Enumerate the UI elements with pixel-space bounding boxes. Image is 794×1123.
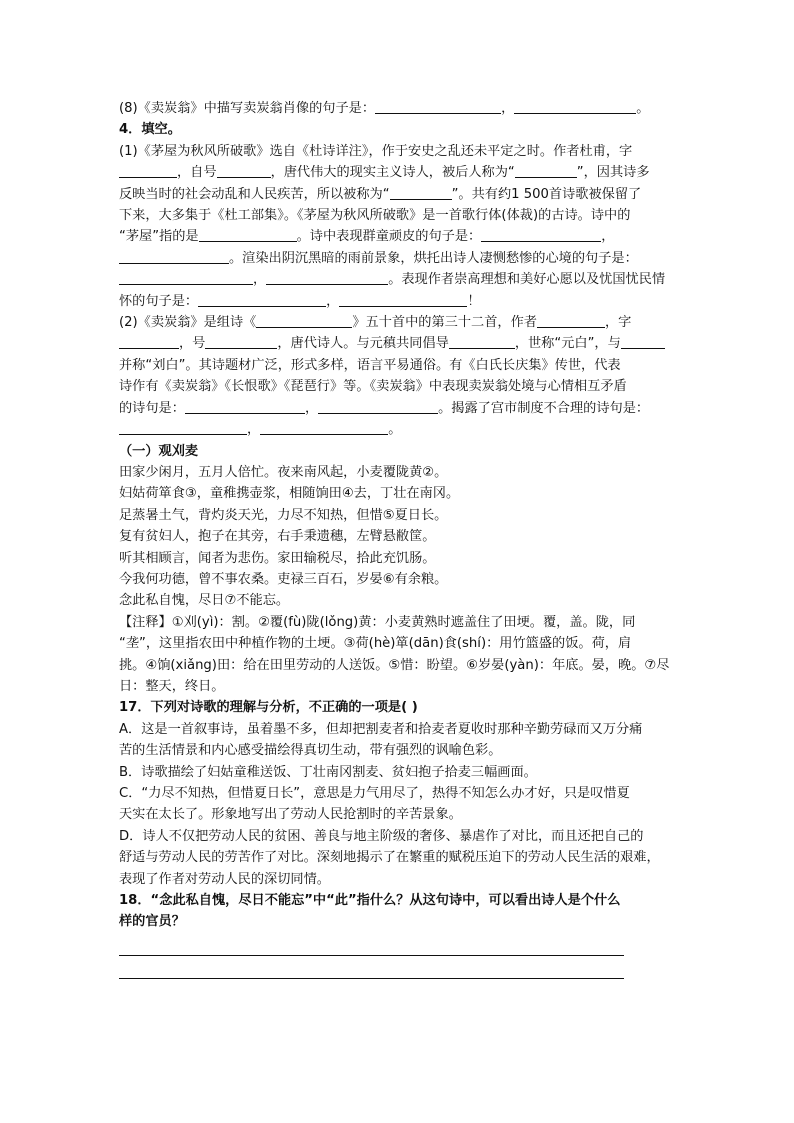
option-line[interactable]: B．诗歌描绘了妇姑童稚送饭、丁壮南冈割麦、贫妇抱子拾麦三幅画面。 — [119, 764, 537, 780]
fill-text: 怀的句子是： — [119, 293, 199, 309]
fill-p2-line-1 — [119, 312, 679, 333]
answer-blank[interactable] — [198, 292, 326, 307]
fill-p1-line-6 — [119, 248, 679, 269]
answer-blank[interactable] — [119, 420, 247, 435]
answer-blank[interactable] — [449, 334, 515, 349]
answer-blank[interactable] — [119, 334, 179, 349]
poem-line: 今我何功德，曾不事农桑。吏禄三百石，岁晏⑥有余粮。 — [119, 571, 448, 587]
fill-text: ， — [253, 272, 267, 288]
fill-text: ，唐代伟大的现实主义诗人，被后人称为“ — [270, 165, 515, 181]
answer-blank[interactable] — [318, 399, 438, 414]
poem-line: 田家少闲月，五月人倍忙。夜来南风起，小麦覆陇黄②。 — [119, 464, 448, 480]
fill-text: 。表现作者崇高理想和美好心愿以及忧国忧民情 — [388, 272, 666, 288]
answer-blank[interactable] — [119, 163, 177, 178]
fill-p1-line-8 — [119, 291, 679, 312]
fill-text: ”，因其诗多 — [576, 165, 650, 181]
answer-blank[interactable] — [390, 185, 452, 200]
answer-blank[interactable] — [260, 420, 388, 435]
answer-blank[interactable] — [266, 270, 388, 285]
question-17-options — [119, 719, 679, 890]
poem-line: 足蒸暑土气，背灼炎天光，力尽不知热，但惜⑤夏日长。 — [119, 507, 448, 523]
fill-text: 。诗中表现群童顽皮的句子是： — [296, 229, 482, 245]
answer-blank[interactable] — [481, 227, 601, 242]
fill-text: ， — [247, 422, 261, 438]
answer-blank[interactable] — [256, 313, 352, 328]
question-17-stem: 17．下列对诗歌的理解与分析，不正确的一项是( ) — [119, 700, 418, 716]
fill-text: ！ — [467, 293, 481, 309]
note-line: 日：整天，终日。 — [119, 678, 225, 694]
note-line: 挑。④饷(xiǎng)田：给在田里劳动的人送饭。⑤惜：盼望。⑥岁晏(yàn)：年底。晏，晚。⑦尽 — [119, 657, 670, 673]
fill-p1-line-2 — [119, 162, 679, 183]
fill-text: ， — [326, 293, 340, 309]
answer-blank[interactable] — [515, 163, 577, 178]
fill-p2-line-6 — [119, 419, 679, 440]
answer-blank[interactable] — [621, 334, 665, 349]
fill-text: ，唐代诗人。与元稹共同倡导 — [277, 336, 449, 352]
poem-line: 念此私自愧，尽日⑦不能忘。 — [119, 593, 290, 609]
answer-blank[interactable] — [185, 399, 305, 414]
option-line: 天实在太长了。形象地写出了劳动人民抢割时的辛苦景象。 — [119, 807, 462, 823]
fill-text: ， — [601, 229, 615, 245]
fill-text: 。渲染出阴沉黑暗的雨前景象，烘托出诗人凄恻愁惨的心境的句子是： — [229, 250, 638, 266]
fill-p1-line-3 — [119, 184, 679, 205]
answer-blank[interactable] — [217, 163, 271, 178]
poem-notes — [119, 612, 679, 698]
answer-blank[interactable] — [514, 99, 636, 114]
poem-line: 妇姑荷箪食③，童稚携壶浆，相随饷田④去，丁壮在南冈。 — [119, 486, 460, 502]
fill-p2-line-3: 并称“刘白”。其诗题材广泛，形式多样，语言平易通俗。有《白氏长庆集》传世，代表 — [119, 357, 621, 373]
question-8-text: (8)《卖炭翁》中描写卖炭翁肖像的句子是： — [119, 101, 376, 116]
fill-text: 。 — [388, 422, 402, 438]
fill-text: 。揭露了宫市制度不合理的诗句是： — [438, 400, 650, 416]
fill-p2-line-4: 诗作有《卖炭翁》《长恨歌》《琵琶行》等。《卖炭翁》中表现卖炭翁处境与心情相互矛盾 — [119, 379, 627, 395]
section-4-heading: 4．填空。 — [119, 122, 181, 138]
fill-text: ，世称“元白”，与 — [514, 336, 621, 352]
option-line[interactable]: C．“力尽不知热，但惜夏日长”，意思是力气用尽了，热得不知怎么办才好，只是叹惜夏 — [119, 786, 630, 801]
answer-blank[interactable] — [199, 227, 297, 242]
question-8-line — [119, 98, 679, 119]
comma: ， — [501, 101, 515, 116]
fill-p1-line-4: 下来，大多集于《杜工部集》。《茅屋为秋风所破歌》是一首歌行体(体裁)的古诗。诗中的 — [119, 208, 631, 224]
fill-p1-line-5 — [119, 226, 679, 247]
poem-body — [119, 462, 679, 612]
fill-text: 反映当时的社会动乱和人民疾苦，所以被称为“ — [119, 186, 390, 202]
option-line: 舒适与劳动人民的劳苦作了对比。深刻地揭示了在繁重的赋税压迫下的劳动人民生活的艰难， — [119, 850, 660, 866]
answer-blank[interactable] — [339, 292, 467, 307]
fill-p1-line-1: (1)《茅屋为秋风所破歌》选自《杜诗详注》，作于安史之乱还未平定之时。作者杜甫，字 — [119, 143, 633, 159]
fill-text: ，自号 — [177, 165, 217, 181]
answer-blank[interactable] — [119, 249, 229, 264]
question-18-stem-2: 样的官员？ — [119, 914, 185, 930]
option-line[interactable]: D．诗人不仅把劳动人民的贫困、善良与地主阶级的奢侈、暴虐作了对比，而且还把自己的 — [119, 828, 644, 844]
note-line: 【注释】①刈(yì)：割。②覆(fù)陇(lǒng)黄：小麦黄熟时遮盖住了田埂。覆，盖。陇，同 — [119, 614, 636, 630]
answer-line[interactable] — [119, 935, 624, 956]
fill-text: ， — [304, 400, 319, 416]
fill-text: (2)《卖炭翁》是组诗《 — [119, 315, 257, 331]
answer-blank[interactable] — [537, 313, 605, 328]
option-line: 表现了作者对劳动人民的深切同情。 — [119, 871, 330, 887]
answer-blank[interactable] — [119, 270, 253, 285]
fill-text: ，字 — [605, 315, 632, 331]
document-page — [119, 98, 679, 979]
answer-blank[interactable] — [375, 99, 501, 114]
fill-p1-line-7 — [119, 269, 679, 290]
question-18-stem-1: 18．“念此私自愧，尽日不能忘”中“此”指什么？从这句诗中，可以看出诗人是个什么 — [119, 893, 621, 909]
note-line: “垄”，这里指农田中种植作物的土埂。③荷(hè)箪(dān)食(shí)：用竹篮盛的饭。荷，肩 — [119, 636, 632, 652]
option-line[interactable]: A．这是一首叙事诗，虽着墨不多，但却把割麦者和拾麦者夏收时那种辛勤劳碌而又万分痛 — [119, 721, 643, 737]
answer-line[interactable] — [119, 958, 624, 979]
fill-text: 的诗句是： — [119, 400, 185, 416]
fill-p2-line-2 — [119, 333, 679, 354]
option-line: 苦的生活情景和内心感受描绘得真切生动，带有强烈的讽喻色彩。 — [119, 743, 502, 759]
fill-p2-line-5 — [119, 398, 679, 419]
poem-line: 听其相顾言，闻者为悲伤。家田输税尽，拾此充饥肠。 — [119, 550, 436, 566]
fill-text: “茅屋”指的是 — [119, 229, 199, 245]
fill-text: ，号 — [179, 336, 206, 352]
fill-text: 》五十首中的第三十二首，作者 — [352, 315, 537, 331]
poem-heading: （一）观刈麦 — [119, 443, 199, 459]
poem-line: 复有贫妇人，抱子在其旁，右手秉遗穗，左臂悬敝筐。 — [119, 529, 436, 545]
period: 。 — [636, 101, 650, 116]
fill-text: ”。共有约1 500首诗歌被保留了 — [451, 186, 642, 202]
answer-blank[interactable] — [205, 334, 277, 349]
